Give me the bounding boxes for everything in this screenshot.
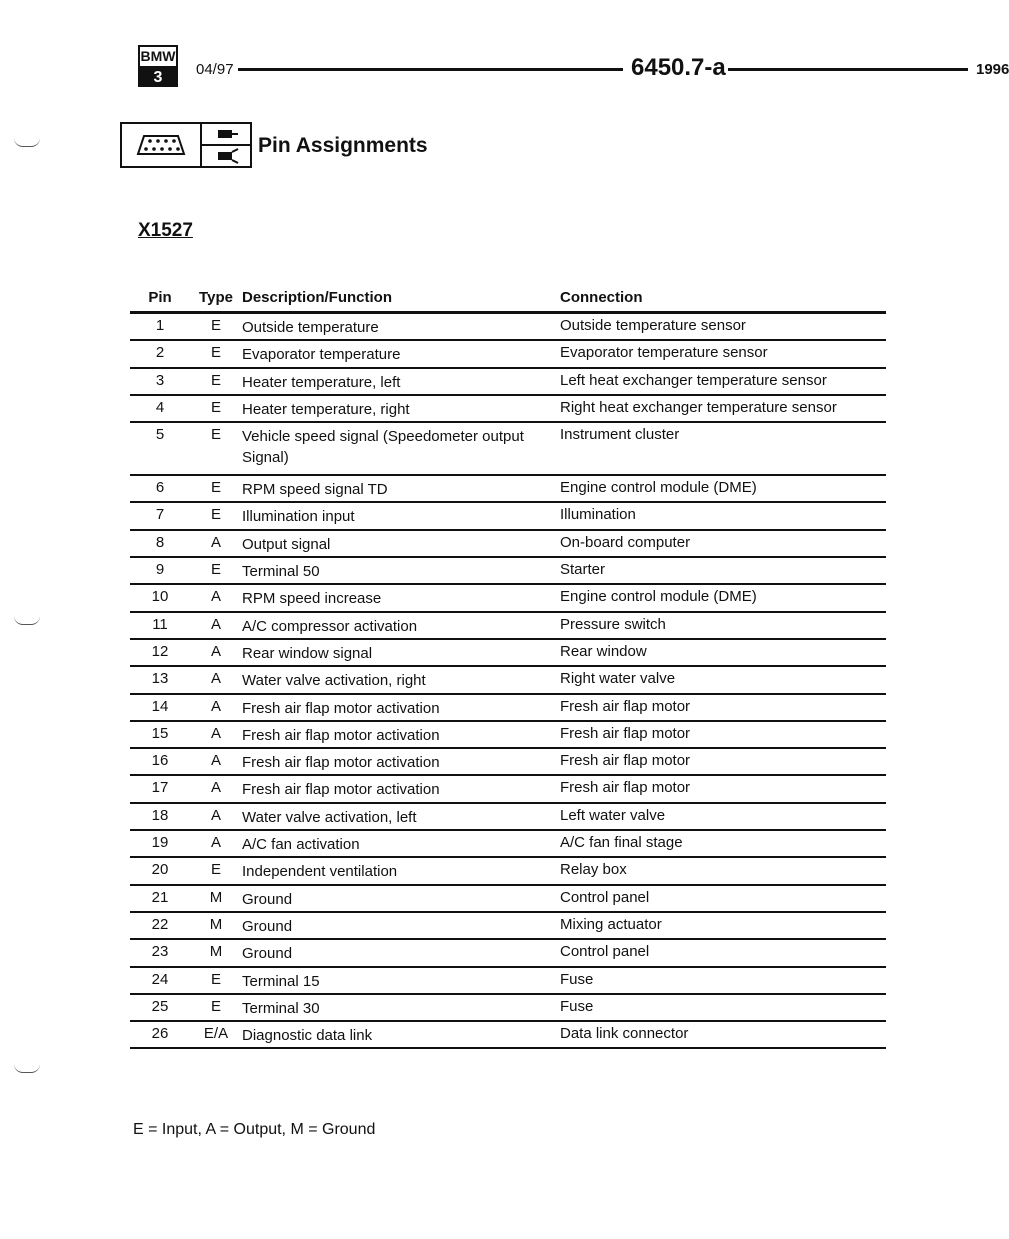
header-pin: Pin xyxy=(148,289,172,306)
pin-cell: 4 xyxy=(155,398,165,416)
connection-cell: Relay box xyxy=(560,861,627,879)
description-cell: Evaporator temperature xyxy=(242,346,401,364)
type-cell: A xyxy=(210,670,221,688)
type-cell: M xyxy=(209,888,223,906)
description-cell: Rear window signal xyxy=(242,644,373,662)
connector-id: X1527 xyxy=(138,220,193,241)
type-cell: E xyxy=(210,317,221,334)
type-cell: E xyxy=(210,970,221,988)
connection-cell: Starter xyxy=(560,561,606,579)
pin-cell: 7 xyxy=(155,506,165,524)
header-description: Description/Function xyxy=(242,289,392,306)
document-code: 6450.7-a xyxy=(631,54,726,81)
description-cell: Illumination input xyxy=(242,508,355,526)
pin-cell: 21 xyxy=(151,888,169,906)
description-cell: Output signal xyxy=(242,535,331,553)
type-cell: E xyxy=(210,997,221,1015)
pin-cell: 25 xyxy=(151,997,169,1015)
table-row xyxy=(130,968,886,995)
plug-icon xyxy=(202,124,250,166)
description-cell: Vehicle speed signal (Speedometer output Signal) xyxy=(242,428,524,467)
type-cell: E xyxy=(210,561,221,579)
type-cell: E xyxy=(210,861,221,879)
description-cell: Terminal 50 xyxy=(242,563,320,581)
description-cell: Heater temperature, left xyxy=(242,373,401,391)
table-row xyxy=(130,476,886,503)
pin-cell: 3 xyxy=(155,371,165,389)
page-title: Pin Assignments xyxy=(258,134,428,157)
table-row xyxy=(130,749,886,776)
type-cell: A xyxy=(210,588,221,606)
pin-cell: 24 xyxy=(151,970,169,988)
connector-icon xyxy=(122,124,202,166)
description-cell: Fresh air flap motor activation xyxy=(242,726,440,744)
table-row xyxy=(130,503,886,530)
table-row xyxy=(130,804,886,831)
table-row xyxy=(130,1022,886,1049)
pin-cell: 6 xyxy=(155,479,165,497)
description-cell: Terminal 15 xyxy=(242,972,320,990)
margin-mark xyxy=(14,1064,40,1073)
type-cell: E xyxy=(210,479,221,497)
description-cell: Ground xyxy=(242,890,293,908)
type-cell: A xyxy=(210,779,221,797)
type-cell: A xyxy=(210,533,221,551)
connection-cell: Rear window xyxy=(560,642,647,660)
connection-cell: Fresh air flap motor xyxy=(560,724,691,742)
header-rule-right xyxy=(728,68,968,71)
table-row xyxy=(130,913,886,940)
description-cell: Diagnostic data link xyxy=(242,1027,373,1045)
connection-cell: Right heat exchanger temperature sensor xyxy=(560,398,837,416)
table-row xyxy=(130,423,886,476)
table-row xyxy=(130,940,886,967)
header-date: 04/97 xyxy=(196,61,234,78)
table-row xyxy=(130,558,886,585)
description-cell: Outside temperature xyxy=(242,319,379,336)
margin-mark xyxy=(14,138,40,147)
type-legend: E = Input, A = Output, M = Ground xyxy=(133,1121,376,1138)
connection-cell: Right water valve xyxy=(560,670,676,688)
table-row xyxy=(130,640,886,667)
description-cell: Fresh air flap motor activation xyxy=(242,699,440,717)
table-row xyxy=(130,886,886,913)
table-body xyxy=(130,314,886,1049)
type-cell: A xyxy=(210,724,221,742)
pin-cell: 16 xyxy=(151,752,169,770)
connection-cell: Left heat exchanger temperature sensor xyxy=(560,371,827,389)
type-cell: E xyxy=(210,398,221,416)
connection-cell: Engine control module (DME) xyxy=(560,588,757,606)
table-row xyxy=(130,667,886,694)
type-cell: M xyxy=(209,915,223,933)
description-cell: Water valve activation, right xyxy=(242,672,426,690)
type-cell: E xyxy=(210,344,221,362)
pin-cell: 8 xyxy=(155,533,165,551)
connection-cell: Fresh air flap motor xyxy=(560,697,691,715)
table-row xyxy=(130,613,886,640)
header-year: 1996 xyxy=(976,61,1009,78)
type-cell: A xyxy=(210,697,221,715)
table-header xyxy=(130,284,886,314)
table-row xyxy=(130,831,886,858)
description-cell: RPM speed signal TD xyxy=(242,481,388,499)
logo-brand-text: BMW xyxy=(140,47,176,68)
connection-cell: Fresh air flap motor xyxy=(560,752,691,770)
table-row xyxy=(130,722,886,749)
connection-cell: Illumination xyxy=(560,506,636,524)
pin-cell: 12 xyxy=(151,642,169,660)
pin-cell: 11 xyxy=(152,615,168,633)
table-row xyxy=(130,314,886,341)
connection-cell: Evaporator temperature sensor xyxy=(560,344,768,362)
type-cell: A xyxy=(210,834,221,852)
type-cell: M xyxy=(209,943,223,961)
pin-cell: 23 xyxy=(151,943,169,961)
description-cell: Ground xyxy=(242,945,293,963)
description-cell: Fresh air flap motor activation xyxy=(242,781,440,799)
pin-assignment-symbol xyxy=(120,122,252,168)
pin-cell: 22 xyxy=(151,915,169,933)
pin-cell: 2 xyxy=(155,344,165,362)
connection-cell: Instrument cluster xyxy=(560,426,680,444)
page-header xyxy=(138,45,1009,87)
pin-cell: 5 xyxy=(155,426,165,444)
pin-cell: 18 xyxy=(151,806,169,824)
connection-cell: Mixing actuator xyxy=(560,915,662,933)
table-row xyxy=(130,369,886,396)
margin-mark xyxy=(14,616,40,625)
description-cell: Heater temperature, right xyxy=(242,400,410,418)
connection-cell: Control panel xyxy=(560,943,650,961)
description-cell: RPM speed increase xyxy=(242,590,382,608)
logo-series-text: 3 xyxy=(140,68,176,87)
table-row xyxy=(130,531,886,558)
description-cell: Fresh air flap motor activation xyxy=(242,754,440,772)
type-cell: A xyxy=(210,752,221,770)
table-row xyxy=(130,396,886,423)
pin-cell: 15 xyxy=(151,724,169,742)
connection-cell: On-board computer xyxy=(560,533,691,551)
connection-cell: Pressure switch xyxy=(560,615,666,633)
pin-cell: 9 xyxy=(155,561,165,579)
table-row xyxy=(130,995,886,1022)
description-cell: Water valve activation, left xyxy=(242,808,417,826)
connection-cell: Outside temperature sensor xyxy=(560,317,746,334)
connection-cell: Fuse xyxy=(560,997,594,1015)
type-cell: A xyxy=(210,806,221,824)
description-cell: A/C fan activation xyxy=(242,836,360,854)
type-cell: E xyxy=(210,506,221,524)
pin-cell: 14 xyxy=(151,697,169,715)
table-row xyxy=(130,585,886,612)
header-rule-left xyxy=(238,68,623,71)
table-row xyxy=(130,695,886,722)
description-cell: A/C compressor activation xyxy=(242,617,418,635)
connection-cell: Fresh air flap motor xyxy=(560,779,691,797)
table-row xyxy=(130,776,886,803)
connection-cell: A/C fan final stage xyxy=(560,834,683,852)
type-cell: E/A xyxy=(203,1025,229,1043)
connection-cell: Left water valve xyxy=(560,806,666,824)
pin-cell: 13 xyxy=(151,670,169,688)
header-connection: Connection xyxy=(560,289,643,306)
table-row xyxy=(130,341,886,368)
pin-cell: 20 xyxy=(151,861,169,879)
type-cell: A xyxy=(210,642,221,660)
type-cell: E xyxy=(210,371,221,389)
pin-cell: 10 xyxy=(151,588,169,606)
table-row xyxy=(130,858,886,885)
pin-table xyxy=(130,284,886,1049)
type-cell: E xyxy=(210,426,221,444)
header-type: Type xyxy=(199,289,233,306)
description-cell: Independent ventilation xyxy=(242,863,398,881)
connection-cell: Engine control module (DME) xyxy=(560,479,757,497)
description-cell: Terminal 30 xyxy=(242,999,320,1017)
connection-cell: Control panel xyxy=(560,888,650,906)
pin-cell: 1 xyxy=(155,317,165,334)
connection-cell: Data link connector xyxy=(560,1025,689,1043)
pin-cell: 17 xyxy=(151,779,169,797)
bmw-logo xyxy=(138,45,178,87)
type-cell: A xyxy=(210,615,221,633)
description-cell: Ground xyxy=(242,917,293,935)
pin-cell: 19 xyxy=(151,834,169,852)
connection-cell: Fuse xyxy=(560,970,594,988)
pin-cell: 26 xyxy=(151,1025,169,1043)
